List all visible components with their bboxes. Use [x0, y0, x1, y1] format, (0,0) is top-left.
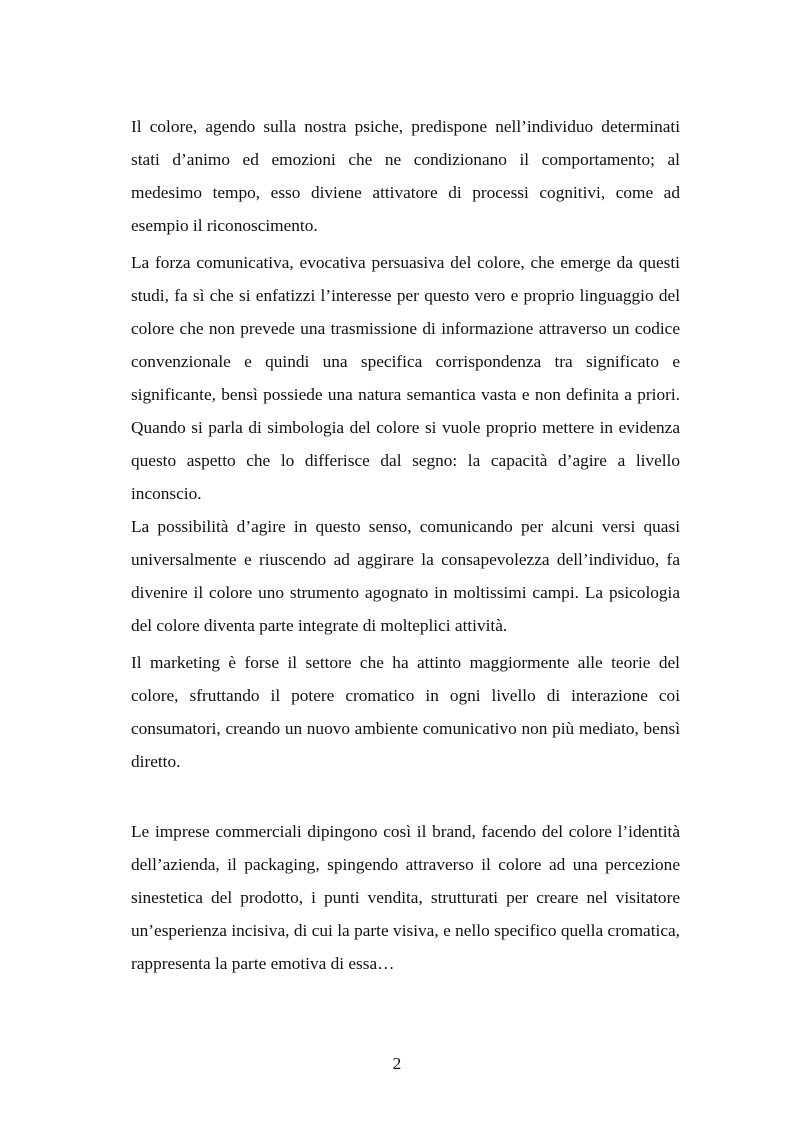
page-number: 2 [392, 1054, 402, 1073]
paragraph-2: La forza comunicativa, evocativa persuasiva del colore, che emerge da questi studi, fa sì che si enfatizzi l’interesse per questo vero e proprio linguaggio del colore che non prevede una trasmissione di informazione attraverso un codice convenzionale e quindi una specifica corrispondenza tra significato e significante, bensì possiede una natura semantica vasta e non definita a priori. Quando si parla di simbologia del colore si vuole proprio mettere in evidenza questo aspetto che lo differisce dal segno: la capacità d’agire a livello inconscio. [131, 253, 680, 503]
paragraph-4: Il marketing è forse il settore che ha attinto maggiormente alle teorie del colore, sfruttando il potere cromatico in ogni livello di interazione coi consumatori, creando un nuovo ambiente comunicativo non più mediato, bensì diretto. [131, 653, 680, 771]
paragraph-5: Le imprese commerciali dipingono così il brand, facendo del colore l’identità dell’azienda, il packaging, spingendo attraverso il colore ad una percezione sinestetica del prodotto, i punti vendita, strutturati per creare nel visitatore un’esperienza incisiva, di cui la parte visiva, e nello specifico quella cromatica, rappresenta la parte emotiva di essa… [131, 822, 680, 973]
paragraph-1: Il colore, agendo sulla nostra psiche, predispone nell’individuo determinati stati d’animo ed emozioni che ne condizionano il comportamento; al medesimo tempo, esso diviene attivatore di processi cognitivi, come ad esempio il riconoscimento. [131, 117, 680, 235]
paragraph-3: La possibilità d’agire in questo senso, comunicando per alcuni versi quasi universalmente e riuscendo ad aggirare la consapevolezza dell’individuo, fa divenire il colore uno strumento agognato in moltissimi campi. La psicologia del colore diventa parte integrate di molteplici attività. [131, 517, 680, 635]
body-text [131, 110, 680, 980]
